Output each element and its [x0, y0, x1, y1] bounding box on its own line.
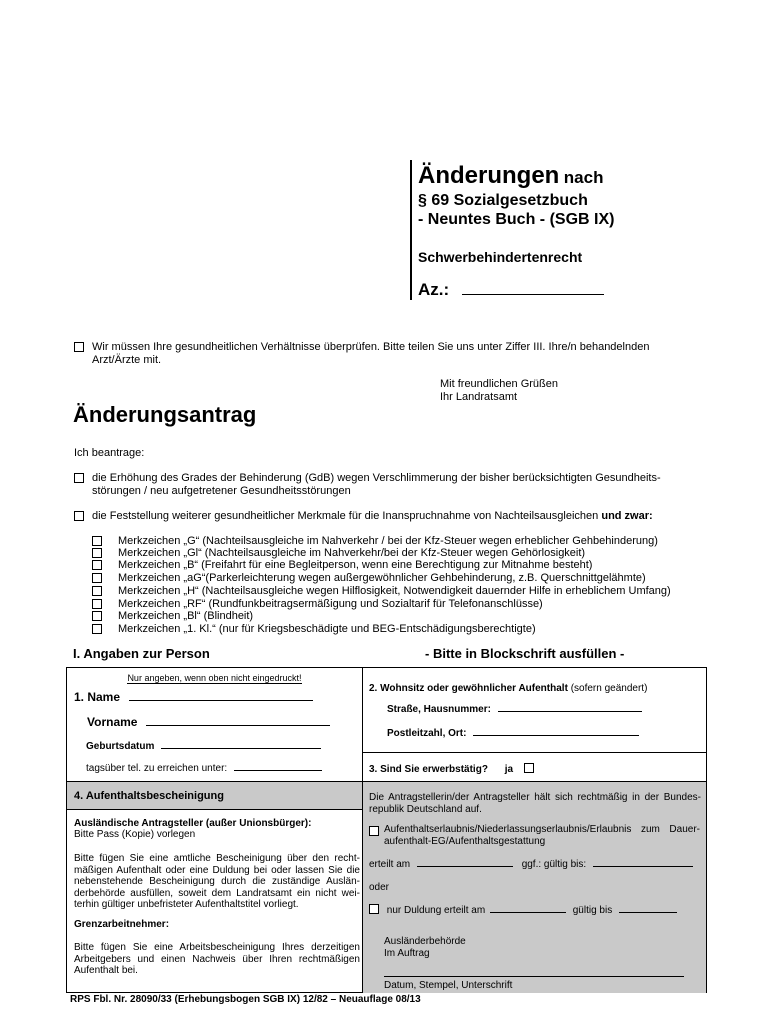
duldung-label: nur Duldung erteilt am — [386, 905, 486, 916]
plz-input[interactable] — [473, 735, 639, 736]
strasse-label: Straße, Hausnummer: — [387, 704, 491, 715]
strasse-field — [387, 704, 642, 715]
title-line-2: § 69 Sozialgesetzbuch — [418, 192, 588, 209]
plz-field — [387, 728, 639, 739]
title-line-3: - Neuntes Buch - (SGB IX) — [418, 211, 615, 228]
telefon-input[interactable] — [234, 770, 322, 771]
notice-checkbox[interactable] — [74, 342, 84, 352]
wohnsitz-heading — [369, 683, 647, 694]
az-input-line[interactable] — [462, 294, 604, 295]
erwerb-ja-checkbox[interactable] — [524, 763, 534, 773]
notice-text-1: Wir müssen Ihre gesundheitlichen Verhältnisse überprüfen. Bitte teilen Sie uns unter Ziffer III. Ihre/n behandelnden — [92, 341, 650, 353]
merkzeichen-checkbox[interactable] — [92, 611, 102, 621]
name-input[interactable] — [129, 700, 313, 701]
duldung-checkbox[interactable] — [369, 904, 379, 914]
geburtsdatum-label: Geburtsdatum — [86, 741, 155, 752]
name-field — [74, 690, 313, 704]
merkzeichen-checkbox[interactable] — [92, 586, 102, 596]
merkzeichen-label: Merkzeichen „Gl“ (Nachteilsausgleiche im Nahverkehr/bei der Kfz-Steuer wegen Gehörlosigkeit) — [118, 547, 586, 559]
wohnsitz-label: 2. Wohnsitz oder gewöhnlicher Aufenthalt — [369, 683, 568, 694]
section1-heading: I. Angaben zur Person — [73, 646, 210, 661]
option-merkmale-label — [92, 510, 653, 523]
erteilt-am-input[interactable] — [417, 866, 513, 867]
header-divider — [410, 160, 412, 300]
aufenthaltserlaubnis-text: Aufenthaltserlaubnis/Niederlassungserlaubnis/Erlaubnis zum Daueraufenthalt-EG/Aufenthaltsgestattung — [384, 824, 700, 847]
blockschrift-hint: - Bitte in Blockschrift ausfüllen - — [425, 646, 625, 661]
merkzeichen-label: Merkzeichen „B“ (Freifahrt für eine Begleitperson, wenn eine Berechtigung zur Mitnahme besteht) — [118, 559, 593, 571]
option-gdb-text-1: die Erhöhung des Grades der Behinderung (GdB) wegen Verschlimmerung der bisher berücksichtigten Gesundheits- — [92, 472, 661, 484]
grenz-heading: Grenzarbeitnehmer: — [74, 919, 170, 930]
az-field — [418, 280, 604, 300]
auslaender-sub: Bitte Pass (Kopie) vorlegen — [74, 829, 196, 840]
duldung-input[interactable] — [490, 912, 566, 913]
aufenthaltserlaubnis-checkbox[interactable] — [369, 826, 379, 836]
subtitle: Schwerbehindertenrecht — [418, 249, 583, 265]
merkzeichen-checkbox[interactable] — [92, 560, 102, 570]
sender: Ihr Landratsamt — [440, 391, 518, 403]
name-label: 1. Name — [74, 690, 121, 704]
merkzeichen-label: Merkzeichen „G“ (Nachteilsausgleiche im Nahverkehr / bei der Kfz-Steuer wegen erheblicher Gehbehinderung) — [118, 535, 658, 547]
ggf-gueltig-label: ggf.: gültig bis: — [521, 859, 587, 870]
erwerb-ja-label: ja — [504, 764, 514, 775]
option-merkmale-text: die Feststellung weiterer gesundheitlicher Merkmale für die Inanspruchnahme von Nachteilsausgleichen — [92, 510, 599, 522]
vorname-input[interactable] — [146, 725, 330, 726]
greeting: Mit freundlichen Grüßen — [440, 378, 558, 390]
right-row-divider — [362, 752, 706, 753]
table-note — [67, 668, 362, 686]
duldung-gueltig-label: gültig bis — [572, 905, 613, 916]
telefon-label: tagsüber tel. zu erreichen unter: — [86, 763, 228, 774]
telefon-field — [86, 763, 322, 774]
erwerb-field — [369, 763, 534, 775]
auslaender-heading: Ausländische Antragsteller (außer Unionsbürger): — [74, 818, 312, 829]
geburtsdatum-field — [86, 741, 321, 752]
vorname-field — [87, 715, 330, 729]
ggf-gueltig-input[interactable] — [593, 866, 693, 867]
auftrag-label: Im Auftrag — [384, 948, 430, 959]
duldung-gueltig-input[interactable] — [619, 912, 677, 913]
merkzeichen-checkbox[interactable] — [92, 599, 102, 609]
antrag-intro: Ich beantrage: — [74, 447, 145, 459]
grenz-paragraph: Bitte fügen Sie eine Arbeitsbescheinigung Ihres derzeitigen Arbeitgebers und einen Nachweis über Ihren rechtmäßigen Aufenthalt bei. — [74, 942, 360, 976]
merkzeichen-checkbox[interactable] — [92, 573, 102, 583]
behoerde-label: Ausländerbehörde — [384, 936, 466, 947]
erteilt-am-row — [369, 859, 693, 870]
section4-heading: 4. Aufenthaltsbescheinigung — [74, 790, 224, 802]
duldung-row — [369, 904, 677, 916]
merkzeichen-label: Merkzeichen „H“ (Nachteilsausgleiche wegen Hilflosigkeit, Notwendigkeit dauernder Hilfe in erheblichem Umfang) — [118, 585, 671, 597]
wohnsitz-suffix: (sofern geändert) — [570, 683, 648, 694]
option-gdb-text-2: störungen / neu aufgetretener Gesundheitsstörungen — [92, 485, 351, 497]
az-label: Az.: — [418, 280, 450, 299]
title-main: Änderungen — [418, 162, 560, 189]
title-suffix: nach — [563, 168, 604, 187]
document-title — [418, 162, 603, 190]
strasse-input[interactable] — [498, 711, 642, 712]
merkzeichen-label: Merkzeichen „Bl“ (Blindheit) — [118, 610, 254, 622]
erwerb-label: 3. Sind Sie erwerbstätig? — [369, 764, 488, 775]
auslaender-paragraph: Bitte fügen Sie eine amtliche Bescheinigung über den rechtmäßigen Aufenthalt oder eine Duldung bei oder lassen Sie die nebenstehende Bescheinigung durch die zuständige Ausländerbehörde ausfüllen, soweit dem Landratsamt ein nicht weiterhin gültiger unbefristeter Aufenthaltstitel vorliegt. — [74, 853, 360, 910]
datum-stempel-label: Datum, Stempel, Unterschrift — [384, 980, 513, 991]
signature-line[interactable] — [384, 976, 684, 977]
option-gdb-checkbox[interactable] — [74, 473, 84, 483]
option-merkmale-checkbox[interactable] — [74, 511, 84, 521]
merkzeichen-label: Merkzeichen „RF“ (Rundfunkbeitragsermäßigung und Sozialtarif für Telefonanschlüsse) — [118, 598, 543, 610]
footer-text: RPS Fbl. Nr. 28090/33 (Erhebungsbogen SGB IX) 12/82 – Neuauflage 08/13 — [70, 994, 421, 1005]
merkzeichen-label: Merkzeichen „1. Kl.“ (nur für Kriegsbeschädigte und BEG-Entschädigungsberechtigte) — [118, 623, 536, 635]
vorname-label: Vorname — [87, 715, 138, 729]
merkzeichen-checkbox[interactable] — [92, 624, 102, 634]
geburtsdatum-input[interactable] — [161, 748, 321, 749]
option-merkmale-bold: und zwar: — [601, 510, 653, 522]
antrag-heading: Änderungsantrag — [73, 402, 257, 427]
plz-label: Postleitzahl, Ort: — [387, 728, 467, 739]
merkzeichen-label: Merkzeichen „aG“(Parkerleichterung wegen außergewöhnlicher Gehbehinderung, z.B. Querschnittgelähmte) — [118, 572, 646, 584]
notice-text-2: Arzt/Ärzte mit. — [92, 354, 162, 366]
oder-label: oder — [369, 882, 390, 893]
table-note-text: Nur angeben, wenn oben nicht eingedruckt! — [127, 673, 302, 683]
right-intro: Die Antragstellerin/der Antragsteller hält sich rechtmäßig in der Bundesrepublik Deutschland auf. — [369, 792, 701, 815]
erteilt-am-label: erteilt am — [369, 859, 411, 870]
merkzeichen-checkbox[interactable] — [92, 548, 102, 558]
merkzeichen-checkbox[interactable] — [92, 536, 102, 546]
